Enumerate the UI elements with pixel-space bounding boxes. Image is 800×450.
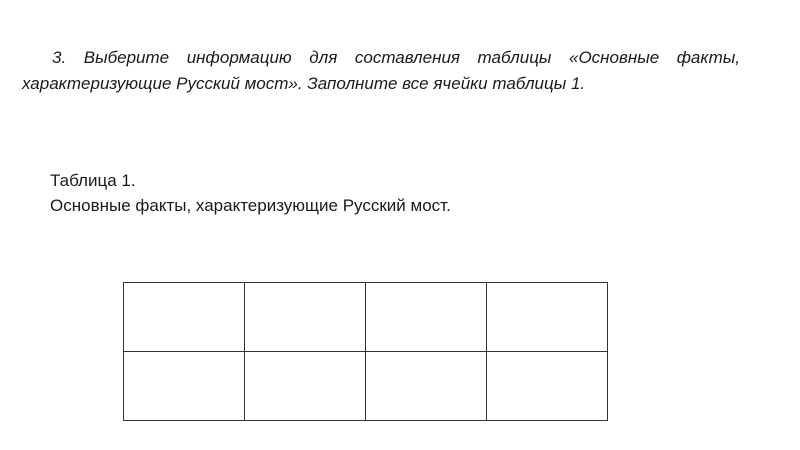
task-instruction: 3. Выберите информацию для составления таблицы «Основные факты, характеризующие Русский мост». Заполните все ячейки таблицы 1. (22, 48, 740, 93)
table-cell (245, 283, 366, 352)
table-cell (124, 283, 245, 352)
table-cell (124, 352, 245, 421)
table-cell (366, 283, 487, 352)
table-label: Таблица 1. (50, 171, 136, 190)
table-cell (366, 352, 487, 421)
facts-table (123, 282, 608, 421)
table-caption (50, 168, 451, 218)
table-cell (487, 352, 608, 421)
table-row (124, 352, 608, 421)
table-row (124, 283, 608, 352)
table-title: Основные факты, характеризующие Русский мост. (50, 196, 451, 215)
table-cell (487, 283, 608, 352)
table-cell (245, 352, 366, 421)
